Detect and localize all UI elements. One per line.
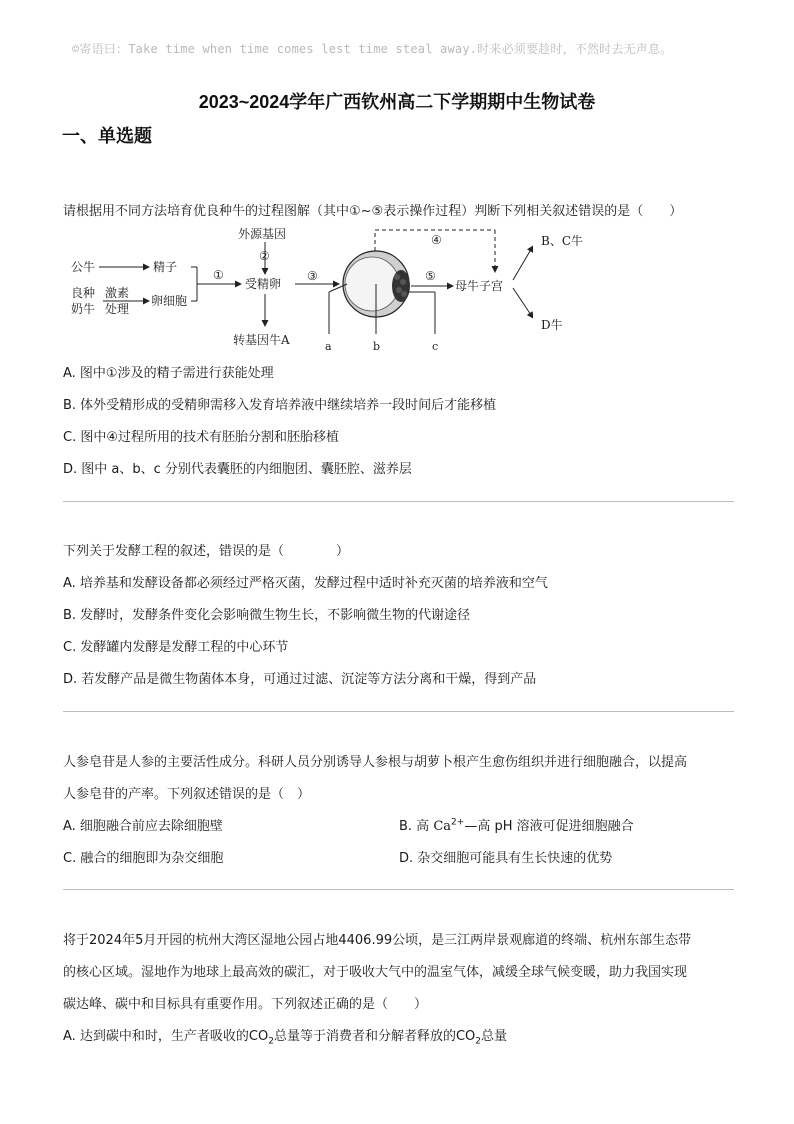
q3-option-b[interactable] <box>399 811 735 843</box>
fig-fertilized-egg: 受精卵 <box>245 277 282 291</box>
q1-option-d[interactable]: D. 图中 a、b、c 分别代表囊胚的内细胞团、囊胚腔、滋养层 <box>63 462 412 477</box>
fig-step-5: ⑤ <box>425 269 436 283</box>
fig-step-3: ③ <box>307 269 318 283</box>
fig-d-cattle: D牛 <box>541 318 563 332</box>
q3-option-b-prefix: B. 高 <box>399 819 434 834</box>
q3-option-b-sup: 2+ <box>451 817 465 828</box>
q4-option-a-part-2: 总量等于消费者和分解者释放的CO <box>273 1029 476 1044</box>
fig-treat-1: 激素 <box>105 286 130 300</box>
q2-option-b[interactable]: B. 发酵时，发酵条件变化会影响微生物生长，不影响微生物的代谢途径 <box>63 608 471 623</box>
question-4 <box>63 925 735 1053</box>
q3-option-b-chem: Ca <box>433 819 452 834</box>
divider-1 <box>63 501 734 502</box>
fig-arrow-bc <box>513 246 533 280</box>
fig-step-1: ① <box>213 268 224 282</box>
q4-option-a-sub-2: 2 <box>475 1036 482 1047</box>
question-3-stem-line-2: 人参皂苷的产率。下列叙述错误的是（ ） <box>63 787 311 802</box>
question-4-stem-line-3: 碳达峰、碳中和目标具有重要作用。下列叙述正确的是（ ） <box>63 997 428 1012</box>
fig-sperm: 精子 <box>153 260 178 274</box>
fig-cow-1: 良种 <box>71 286 96 300</box>
fig-step-2: ② <box>259 249 270 263</box>
q4-option-a-sub-1: 2 <box>268 1036 274 1047</box>
q4-option-a-part-1: A. 达到碳中和时，生产者吸收的CO <box>63 1029 269 1044</box>
inner-cell-mass <box>392 270 410 302</box>
question-1-figure <box>63 222 584 362</box>
q3-option-d[interactable]: D. 杂交细胞可能具有生长快速的优势 <box>399 851 613 866</box>
fig-step-4: ④ <box>431 233 442 247</box>
fig-transgenic-a: 转基因牛A <box>233 333 290 347</box>
fig-label-a: a <box>325 340 332 353</box>
q3-option-c[interactable]: C. 融合的细胞即为杂交细胞 <box>63 851 224 866</box>
question-4-stem-line-2: 的核心区域。湿地作为地球上最高效的碳汇，对于吸收大气中的温室气体，减缓全球气候变暖，助力我国实现 <box>63 965 688 980</box>
q3-option-a[interactable]: A. 细胞融合前应去除细胞壁 <box>63 819 223 834</box>
divider-2 <box>63 711 734 712</box>
question-2-stem: 下列关于发酵工程的叙述，错误的是（ ） <box>63 544 350 559</box>
fig-bc-cattle: B、C牛 <box>541 234 584 248</box>
q4-option-a-part-3: 总量 <box>481 1029 508 1044</box>
question-1-stem: 请根据用不同方法培育优良种牛的过程图解（其中①~⑤表示操作过程）判断下列相关叙述错误的是（ ） <box>63 204 683 219</box>
fig-treat-2: 处理 <box>105 302 130 316</box>
divider-3 <box>63 889 734 890</box>
q4-option-a[interactable] <box>63 1021 735 1053</box>
question-1-options <box>63 358 735 486</box>
fig-cow-2: 奶牛 <box>71 302 96 316</box>
question-4-stem-line-1: 将于2024年5月开园的杭州大湾区湿地公园占地4406.99公顷，是三江两岸景观廊道的终端、杭州东部生态带 <box>63 933 692 948</box>
breeding-process-diagram <box>63 222 533 362</box>
blastocyst-cavity <box>345 257 399 311</box>
q1-option-b[interactable]: B. 体外受精形成的受精卵需移入发育培养液中继续培养一段时间后才能移植 <box>63 398 497 413</box>
q2-option-d[interactable]: D. 若发酵产品是微生物菌体本身，可通过过滤、沉淀等方法分离和干燥，得到产品 <box>63 672 537 687</box>
fig-arrow-d <box>513 288 533 318</box>
q1-option-a[interactable]: A. 图中①涉及的精子需进行获能处理 <box>63 366 274 381</box>
fig-egg: 卵细胞 <box>151 294 188 308</box>
fig-uterus: 母牛子宫 <box>455 279 504 293</box>
header-motto: ☺寄语曰：Take time when time comes lest time steal away.时来必须要趁时，不然时去无声息。 <box>72 42 673 56</box>
question-3 <box>63 747 735 875</box>
q3-option-b-suffix: —高 pH 溶液可促进细胞融合 <box>464 819 634 834</box>
q2-option-a[interactable]: A. 培养基和发酵设备都必须经过严格灭菌，发酵过程中适时补充灭菌的培养液和空气 <box>63 576 548 591</box>
question-3-stem-line-1: 人参皂苷是人参的主要活性成分。科研人员分别诱导人参根与胡萝卜根产生愈伤组织并进行细胞融合，以提高 <box>63 755 688 770</box>
exam-title: 2023~2024学年广西钦州高二下学期期中生物试卷 <box>198 92 596 112</box>
fig-bull: 公牛 <box>71 260 96 274</box>
question-2 <box>63 536 735 696</box>
fig-label-b: b <box>373 340 381 353</box>
q1-option-c[interactable]: C. 图中④过程所用的技术有胚胎分割和胚胎移植 <box>63 430 339 445</box>
q2-option-c[interactable]: C. 发酵罐内发酵是发酵工程的中心环节 <box>63 640 289 655</box>
section-title: 一、单选题 <box>62 126 152 147</box>
fig-foreign-gene: 外源基因 <box>238 227 287 241</box>
fig-label-c: c <box>432 340 439 353</box>
